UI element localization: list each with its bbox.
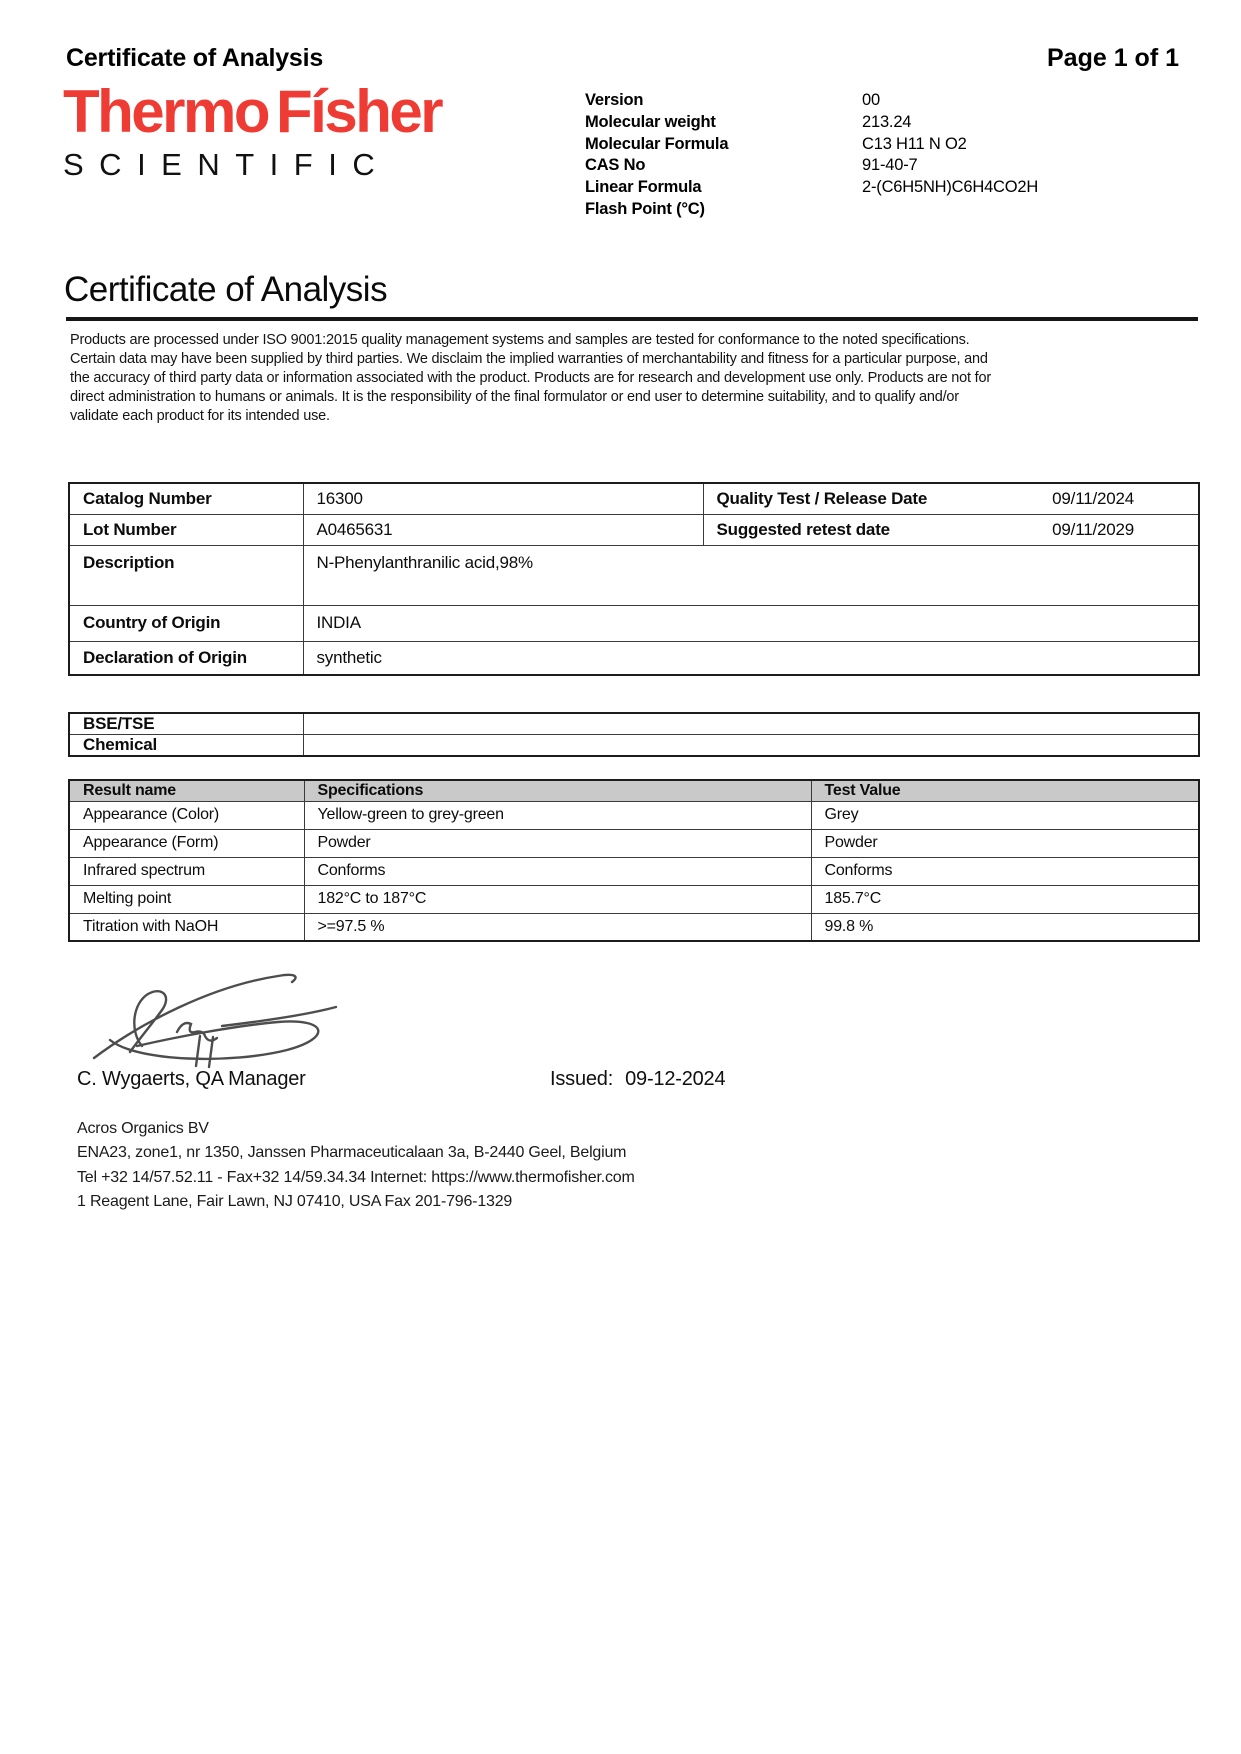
quality-test-cell bbox=[703, 483, 1199, 514]
declaration-of-origin-label: Declaration of Origin bbox=[69, 641, 303, 675]
product-info-row bbox=[585, 112, 1038, 134]
molecular-formula-label: Molecular Formula bbox=[585, 134, 729, 153]
retest-date: 09/11/2029 bbox=[1052, 519, 1134, 539]
classification-table bbox=[68, 712, 1200, 757]
quality-test-date: 09/11/2024 bbox=[1052, 488, 1134, 508]
table-row bbox=[69, 713, 1199, 735]
product-info-row bbox=[585, 177, 1038, 199]
results-header-row bbox=[69, 780, 1199, 801]
country-of-origin-label: Country of Origin bbox=[69, 605, 303, 641]
result-name: Appearance (Form) bbox=[69, 829, 304, 857]
disclaimer-line: validate each product for its intended use. bbox=[70, 408, 330, 424]
description-label: Description bbox=[69, 545, 303, 605]
result-value: Conforms bbox=[811, 857, 1199, 885]
page-indicator: Page 1 of 1 bbox=[1047, 44, 1179, 72]
version-value: 00 bbox=[862, 91, 880, 109]
result-name: Melting point bbox=[69, 885, 304, 913]
result-spec: >=97.5 % bbox=[304, 913, 811, 941]
result-value: 185.7°C bbox=[811, 885, 1199, 913]
product-info-row bbox=[585, 134, 1038, 156]
quality-test-label: Quality Test / Release Date bbox=[716, 488, 928, 508]
retest-cell bbox=[703, 514, 1199, 545]
result-name: Infrared spectrum bbox=[69, 857, 304, 885]
table-row bbox=[69, 913, 1199, 941]
disclaimer-line: direct administration to humans or animals. It is the responsibility of the final formulator or end user to determine suitability, and to qualify and/or bbox=[70, 389, 959, 405]
disclaimer-line: Products are processed under ISO 9001:2015 quality management systems and samples are tested for conformance to the noted specifications. bbox=[70, 332, 970, 348]
disclaimer-line: Certain data may have been supplied by third parties. We disclaim the implied warranties of merchantability and fitness for a particular purpose, and bbox=[70, 351, 988, 367]
certificate-title: Certificate of Analysis bbox=[64, 270, 388, 309]
product-info-row bbox=[585, 155, 1038, 177]
result-name: Titration with NaOH bbox=[69, 913, 304, 941]
result-value: Powder bbox=[811, 829, 1199, 857]
specifications-header: Specifications bbox=[304, 780, 811, 801]
catalog-number-value: 16300 bbox=[303, 483, 703, 514]
chemical-label: Chemical bbox=[69, 735, 303, 757]
disclaimer-paragraph bbox=[70, 331, 991, 426]
result-value: 99.8 % bbox=[811, 913, 1199, 941]
lot-number-value: A0465631 bbox=[303, 514, 703, 545]
table-row bbox=[69, 641, 1199, 675]
table-row bbox=[69, 605, 1199, 641]
table-row bbox=[69, 801, 1199, 829]
country-of-origin-value: INDIA bbox=[303, 605, 1199, 641]
signature-image bbox=[82, 960, 342, 1077]
table-row bbox=[69, 545, 1199, 605]
signer-name: C. Wygaerts, QA Manager bbox=[77, 1068, 306, 1090]
footer-line-company: Acros Organics BV bbox=[77, 1120, 209, 1137]
molecular-weight-label: Molecular weight bbox=[585, 112, 716, 131]
lot-number-label: Lot Number bbox=[69, 514, 303, 545]
details-table bbox=[68, 482, 1200, 676]
product-info-block bbox=[585, 90, 1038, 221]
product-info-row bbox=[585, 90, 1038, 112]
chemical-value bbox=[303, 735, 1199, 757]
results-table bbox=[68, 779, 1200, 942]
footer-line-contact: Tel +32 14/57.52.11 - Fax+32 14/59.34.34 Internet: https://www.thermofisher.com bbox=[77, 1168, 635, 1186]
logo-scientific: SCIENTIFIC bbox=[63, 147, 391, 182]
footer-line-us-address: 1 Reagent Lane, Fair Lawn, NJ 07410, USA Fax 201-796-1329 bbox=[77, 1192, 513, 1210]
table-row bbox=[69, 885, 1199, 913]
thermofisher-logo bbox=[63, 78, 442, 182]
logo-thermo: Thermo bbox=[63, 78, 269, 145]
result-name-header: Result name bbox=[69, 780, 304, 801]
logo-wordmark bbox=[63, 78, 442, 145]
flash-point-label: Flash Point (°C) bbox=[585, 199, 705, 218]
result-spec: Conforms bbox=[304, 857, 811, 885]
bse-tse-label: BSE/TSE bbox=[69, 713, 303, 735]
retest-label: Suggested retest date bbox=[716, 519, 890, 539]
test-value-header: Test Value bbox=[811, 780, 1199, 801]
result-spec: 182°C to 187°C bbox=[304, 885, 811, 913]
version-label: Version bbox=[585, 91, 644, 109]
issued-line bbox=[550, 1068, 725, 1091]
result-name: Appearance (Color) bbox=[69, 801, 304, 829]
linear-formula-label: Linear Formula bbox=[585, 178, 702, 197]
footer-line-address: ENA23, zone1, nr 1350, Janssen Pharmaceuticalaan 3a, B-2440 Geel, Belgium bbox=[77, 1144, 627, 1162]
title-rule bbox=[66, 317, 1198, 321]
result-spec: Yellow-green to grey-green bbox=[304, 801, 811, 829]
issued-label: Issued: bbox=[550, 1068, 614, 1090]
table-row bbox=[69, 483, 1199, 514]
table-row bbox=[69, 514, 1199, 545]
footer-address-block bbox=[77, 1117, 635, 1214]
cas-no-value: 91-40-7 bbox=[862, 156, 918, 175]
table-row bbox=[69, 735, 1199, 757]
product-info-row bbox=[585, 199, 1038, 221]
issued-date: 09-12-2024 bbox=[625, 1068, 726, 1090]
disclaimer-line: the accuracy of third party data or information associated with the product. Products are for research and development use only. Products are not for bbox=[70, 370, 991, 386]
declaration-of-origin-value: synthetic bbox=[303, 641, 1199, 675]
result-spec: Powder bbox=[304, 829, 811, 857]
table-row bbox=[69, 857, 1199, 885]
cas-no-label: CAS No bbox=[585, 156, 646, 175]
linear-formula-value: 2-(C6H5NH)C6H4CO2H bbox=[862, 178, 1039, 197]
table-row bbox=[69, 829, 1199, 857]
molecular-weight-value: 213.24 bbox=[862, 112, 912, 131]
logo-fisher: Físher bbox=[276, 78, 442, 145]
document-header-title: Certificate of Analysis bbox=[66, 44, 324, 72]
catalog-number-label: Catalog Number bbox=[69, 483, 303, 514]
bse-tse-value bbox=[303, 713, 1199, 735]
molecular-formula-value: C13 H11 N O2 bbox=[862, 134, 967, 153]
description-value: N-Phenylanthranilic acid,98% bbox=[303, 545, 1199, 605]
result-value: Grey bbox=[811, 801, 1199, 829]
